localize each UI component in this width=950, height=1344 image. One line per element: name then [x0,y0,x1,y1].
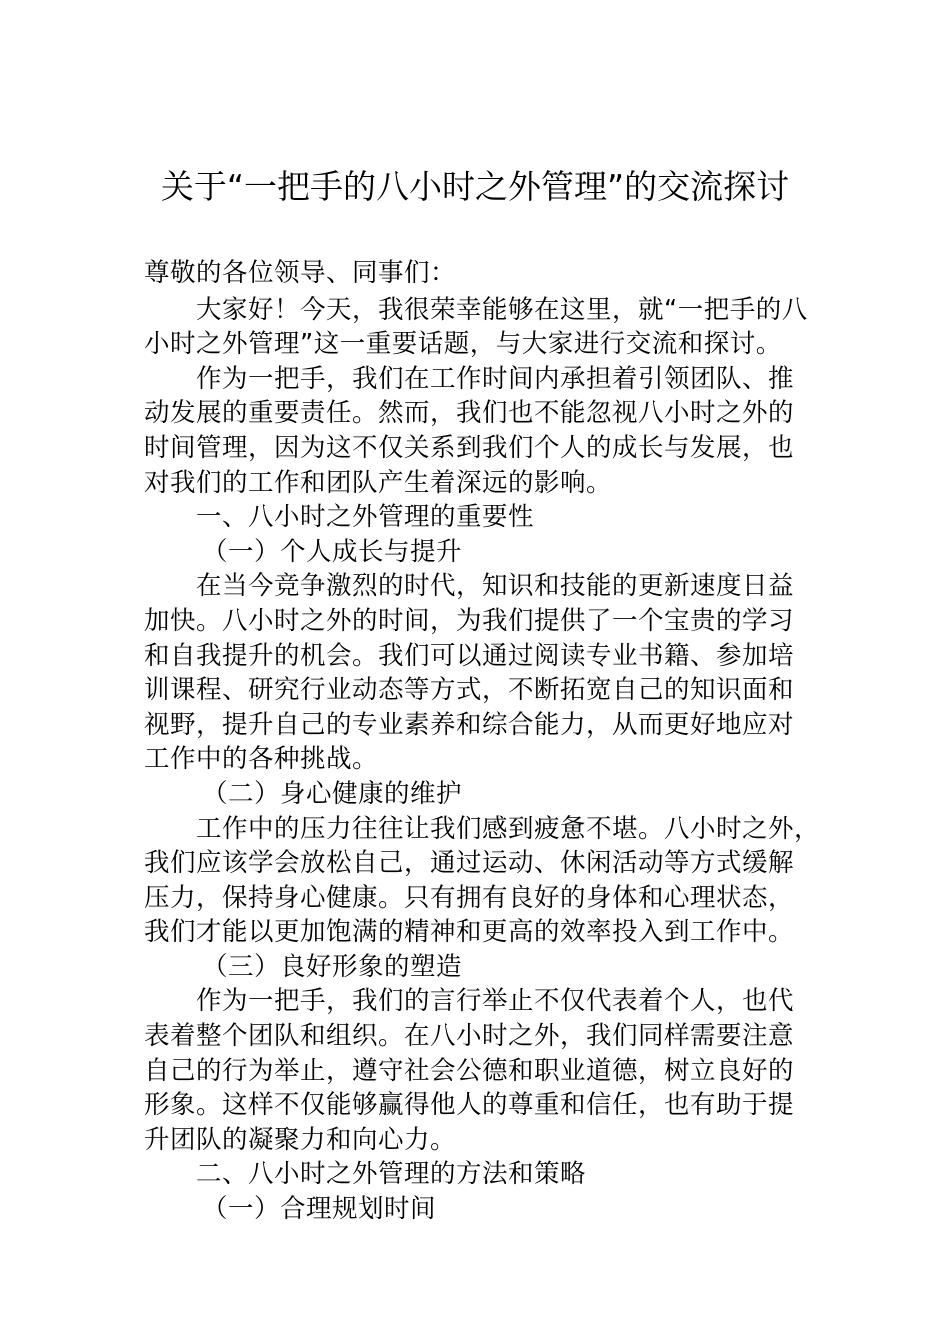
paragraph-line: 训课程、研究行业动态等方式，不断拓宽自己的知识面和 [144,675,795,706]
paragraph-line: 我们才能以更加饱满的精神和更高的效率投入到工作中。 [144,917,795,948]
paragraph-line: 表着整个团队和组织。在八小时之外，我们同样需要注意 [144,1021,795,1052]
paragraph-line: 工作中的各种挑战。 [144,744,379,775]
paragraph-line: 大家好！今天，我很荣幸能够在这里，就“一把手的八 [196,294,808,325]
paragraph-line: 尊敬的各位领导、同事们： [144,258,457,288]
paragraph-line: 一、八小时之外管理的重要性 [196,502,535,533]
paragraph-line: 作为一把手，我们的言行举止不仅代表着个人，也代 [196,986,795,1017]
paragraph-line: （二）身心健康的维护 [202,778,463,809]
paragraph-line: 形象。这样不仅能够赢得他人的尊重和信任，也有助于提 [144,1090,795,1121]
paragraph-line: 和自我提升的机会。我们可以通过阅读专业书籍、参加培 [144,640,795,671]
paragraph-line: （三）良好形象的塑造 [202,951,463,982]
paragraph-line: （一）合理规划时间 [202,1194,437,1225]
document-title: 关于“一把手的八小时之外管理”的交流探讨 [160,167,790,206]
paragraph-line: 二、八小时之外管理的方法和策略 [196,1159,587,1190]
paragraph-line: 小时之外管理”这一重要话题，与大家进行交流和探讨。 [144,329,782,360]
paragraph-line: 对我们的工作和团队产生着深远的影响。 [144,467,613,498]
paragraph-line: 工作中的压力往往让我们感到疲惫不堪。八小时之外， [196,813,821,844]
paragraph-line: 视野，提升自己的专业素养和综合能力，从而更好地应对 [144,709,795,740]
paragraph-line: 升团队的凝聚力和向心力。 [144,1124,457,1155]
paragraph-line: 动发展的重要责任。然而，我们也不能忽视八小时之外的 [144,398,795,429]
paragraph-line: 在当今竞争激烈的时代，知识和技能的更新速度日益 [196,571,795,602]
paragraph-line: （一）个人成长与提升 [202,536,463,567]
paragraph-line: 时间管理，因为这不仅关系到我们个人的成长与发展，也 [144,432,795,463]
document-body [144,256,821,1227]
paragraph-line: 压力，保持身心健康。只有拥有良好的身体和心理状态， [144,882,795,913]
paragraph-line: 自己的行为举止，遵守社会公德和职业道德，树立良好的 [144,1055,795,1086]
paragraph-line: 作为一把手，我们在工作时间内承担着引领团队、推 [196,363,795,394]
paragraph-line: 加快。八小时之外的时间，为我们提供了一个宝贵的学习 [144,605,795,636]
paragraph-line: 我们应该学会放松自己，通过运动、休闲活动等方式缓解 [144,848,795,879]
